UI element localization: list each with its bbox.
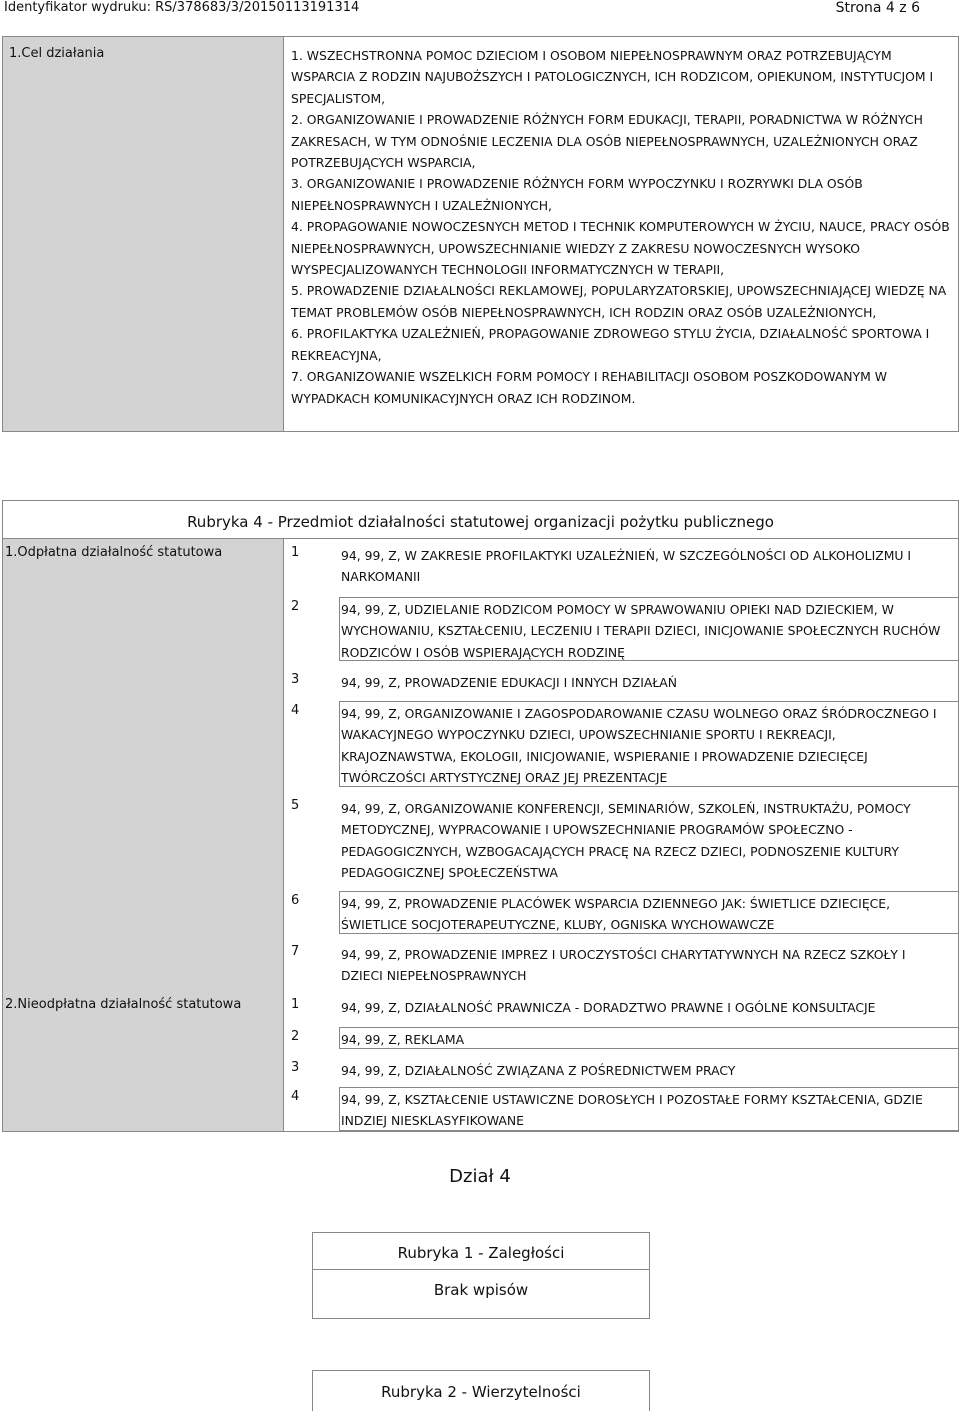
item-description: 94, 99, Z, REKLAMA (341, 1032, 465, 1047)
print-identifier: Identyfikator wydruku: RS/378683/3/20150113191314 (4, 0, 360, 15)
rubryka-1-body: Brak wpisów (433, 1281, 529, 1299)
rubryka-2-title: Rubryka 2 - Wierzytelności (381, 1383, 581, 1401)
unpaid-activity-label: 2.Nieodpłatna działalność statutowa (5, 997, 242, 1012)
section-heading: Dział 4 (449, 1166, 511, 1187)
item-description: 94, 99, Z, DZIAŁALNOŚĆ ZWIĄZANA Z POŚREDNICTWEM PRACY (341, 1063, 736, 1078)
item-description: 94, 99, Z, DZIAŁALNOŚĆ PRAWNICZA - DORADZTWO PRAWNE I OGÓLNE KONSULTACJE (341, 1000, 876, 1015)
item-description: 94, 99, Z, PROWADZENIE IMPREZ I UROCZYSTOŚCI CHARYTATYWNYCH NA RZECZ SZKOŁY I DZIECI NIEPEŁNOSPRAWNYCH (341, 947, 906, 984)
category-column (3, 539, 284, 1131)
goal-text: 1. WSZECHSTRONNA POMOC DZIECIOM I OSOBOM NIEPEŁNOSPRAWNYM ORAZ POTRZEBUJĄCYM WSPARCIA Z RODZIN NAJUBOŻSZYCH I PATOLOGICZNYCH, ICH RODZICOM, OPIEKUNOM, INSTYTUCJOM I SPECJALISTOM, 2. ORGANIZOWANIE I PROWADZENIE RÓŻNYCH FORM EDUKACJI, TERAPII, PORADNICTWA W RÓŻNYCH ZAKRESACH, W TYM ODNOŚNIE LECZENIA DLA OSÓB NIEPEŁNOSPRAWNYCH, UZALEŻNIONYCH ORAZ POTRZEBUJĄCYCH WSPARCIA, 3. ORGANIZOWANIE I PROWADZENIE RÓŻNYCH FORM WYPOCZYNKU I ROZRYWKI DLA OSÓB NIEPEŁNOSPRAWNYCH I UZALEŻNIONYCH, 4. PROPAGOWANIE NOWOCZESNYCH METOD I TECHNIK KOMPUTEROWYCH W ŻYCIU, NAUCE, PRACY OSÓB NIEPEŁNOSPRAWNYCH, UPOWSZECHNIANIE WIEDZY Z ZAKRESU NOWOCZESNYCH WYSOKO WYSPECJALIZOWANYCH TECHNOLOGII INFORMATYCZNYCH W TERAPII, 5. PROWADZENIE DZIAŁALNOŚCI REKLAMOWEJ, POPULARYZATORSKIEJ, UPOWSZECHNIAJĄCEJ WIEDZĘ NA TEMAT PROBLEMÓW OSÓB NIEPEŁNOSPRAWNYCH, ICH RODZIN ORAZ OSÓB UZALEŻNIONYCH, 6. PROFILAKTYKA UZALEŻNIEŃ, PROPAGOWANIE ZDROWEGO STYLU ŻYCIA, DZIAŁALNOŚĆ SPORTOWA I REKREACYJNA, 7. ORGANIZOWANIE WSZELKICH FORM POMOCY I REHABILITACJI OSOBOM POSZKODOWANYM W WYPADKACH KOMUNIKACYJNYCH ORAZ ICH RODZINOM. (291, 48, 950, 406)
item-number: 1 (291, 545, 300, 560)
item-number: 4 (291, 1089, 300, 1104)
goal-label: 1.Cel działania (3, 37, 284, 431)
item-description: 94, 99, Z, ORGANIZOWANIE KONFERENCJI, SEMINARIÓW, SZKOLEŃ, INSTRUKTAŻU, POMOCY METODYCZNEJ, WYPRACOWANIE I UPOWSZECHNIANIE PROGRAMÓW SPOŁECZNO - PEDAGOGICZNYCH, WZBOGACAJĄCYCH PRACĘ NA RZECZ DZIECI, PODNOSZENIE KULTURY PEDAGOGICZNEJ SPOŁECZEŃSTWA (341, 801, 911, 881)
item-description: 94, 99, Z, UDZIELANIE RODZICOM POMOCY W SPRAWOWANIU OPIEKI NAD DZIECKIEM, W WYCHOWANIU, KSZTAŁCENIU, LECZENIU I TERAPII DZIECI, INICJOWANIE SPOŁECZNYCH RUCHÓW RODZICÓW I OSÓB WSPIERAJĄCYCH RODZINĘ (341, 602, 941, 660)
divider (313, 1269, 649, 1270)
item-description: 94, 99, Z, KSZTAŁCENIE USTAWICZNE DOROSŁYCH I POZOSTAŁE FORMY KSZTAŁCENIA, GDZIE INDZIEJ NIESKLASYFIKOWANE (341, 1092, 923, 1129)
item-description: 94, 99, Z, W ZAKRESIE PROFILAKTYKI UZALEŻNIEŃ, W SZCZEGÓLNOŚCI OD ALKOHOLIZMU I NARKOMANII (341, 548, 912, 585)
item-number: 2 (291, 1029, 300, 1044)
page-number: Strona 4 z 6 (835, 0, 920, 16)
goal-section (2, 36, 959, 432)
page-header (0, 0, 960, 22)
item-number: 4 (291, 703, 300, 718)
item-description: 94, 99, Z, PROWADZENIE EDUKACJI I INNYCH DZIAŁAŃ (341, 675, 678, 690)
item-number: 3 (291, 1060, 300, 1075)
item-number: 1 (291, 997, 300, 1012)
item-number: 7 (291, 944, 300, 959)
rubryka-2-section (312, 1370, 650, 1411)
rubryka-4-section (2, 500, 959, 1132)
rubryka-1-title: Rubryka 1 - Zaległości (397, 1244, 565, 1262)
rubryka-1-section (312, 1232, 650, 1319)
rubryka-4-title: Rubryka 4 - Przedmiot działalności statutowej organizacji pożytku publicznego (187, 513, 774, 531)
item-description: 94, 99, Z, ORGANIZOWANIE I ZAGOSPODAROWANIE CZASU WOLNEGO ORAZ ŚRÓDROCZNEGO I WAKACYJNEGO WYPOCZYNKU DZIECI, UPOWSZECHNIANIE SPORTU I REKREACJI, KRAJOZNAWSTWA, EKOLOGII, INICJOWANIE, WSPIERANIE I PROWADZENIE DZIECIĘCEJ TWÓRCZOŚCI ARTYSTYCZNEJ ORAZ JEJ PREZENTACJE (341, 706, 937, 786)
item-number: 6 (291, 893, 300, 908)
item-number: 5 (291, 798, 300, 813)
paid-activity-label: 1.Odpłatna działalność statutowa (5, 545, 223, 560)
item-description: 94, 99, Z, PROWADZENIE PLACÓWEK WSPARCIA DZIENNEGO JAK: ŚWIETLICE DZIECIĘCE, ŚWIETLICE SOCJOTERAPEUTYCZNE, KLUBY, OGNISKA WYCHOWAWCZE (341, 896, 891, 933)
item-number: 2 (291, 599, 300, 614)
item-number: 3 (291, 672, 300, 687)
